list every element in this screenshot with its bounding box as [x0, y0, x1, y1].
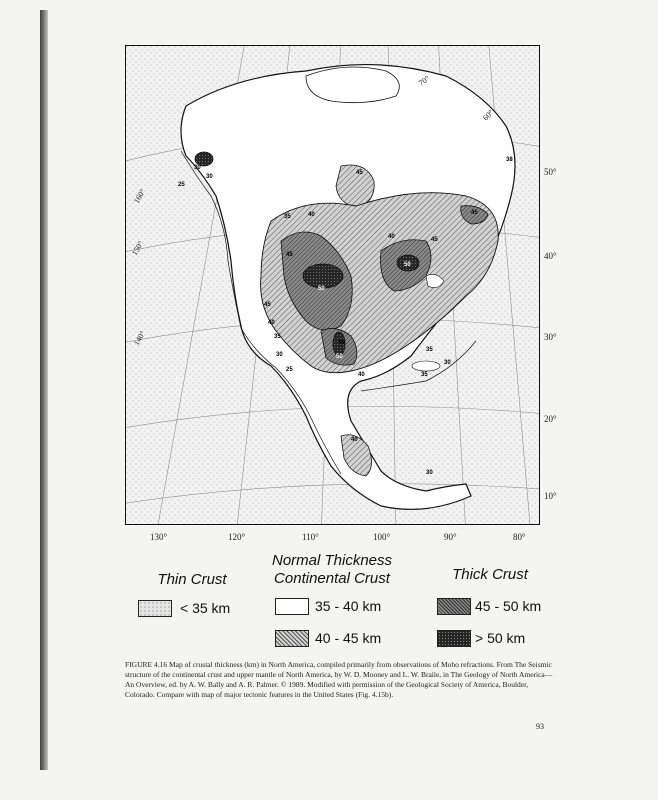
contour-label: 35	[274, 334, 281, 340]
page-number: 93	[536, 722, 544, 731]
longitude-label: 110°	[302, 532, 319, 542]
legend-title-normal-2: Continental Crust	[274, 570, 390, 587]
contour-label: 40	[268, 320, 275, 326]
contour-label: 40	[388, 234, 395, 240]
degree-label-160: 160°	[131, 187, 148, 205]
latitude-label: 50°	[544, 167, 557, 177]
latitude-label: 10°	[544, 491, 557, 501]
longitude-label: 100°	[373, 532, 391, 542]
longitude-label: 90°	[444, 532, 457, 542]
longitude-label: 80°	[513, 532, 526, 542]
page-binding-edge	[40, 10, 48, 770]
legend-title-thick: Thick Crust	[452, 566, 528, 583]
swatch-35-40	[275, 598, 309, 615]
legend-title-thin: Thin Crust	[157, 571, 227, 588]
contour-label: 35	[284, 214, 291, 220]
figure-caption: FIGURE 4.16 Map of crustal thickness (km) in North America, compiled primarily from observations of Moho refractions. From The Seismic structure of the continental crust and upper mantle of North America, by W. D. Mooney and L. W. Braile, in The Geology of North America—An Overview, ed. by A. W. Bally and A. R. Palmer. © 1989. Modified with permission of the Geological Society of America, Boulder, Colorado. Compare with map of major tectonic features in the United States (Fig. 4.15b).	[125, 660, 553, 699]
label-over-50: > 50 km	[475, 630, 526, 646]
latitude-label: 30°	[544, 332, 557, 342]
contour-label: 30	[194, 165, 201, 171]
contour-label: 30	[206, 174, 213, 180]
contour-label: 40	[351, 437, 358, 443]
degree-label-140: 140°	[131, 329, 148, 347]
contour-label: 25	[286, 367, 293, 373]
contour-label: 50	[318, 286, 325, 292]
contour-label: 30	[276, 352, 283, 358]
contour-label: 35	[421, 372, 428, 378]
contour-label: 38	[506, 157, 513, 163]
contour-label: 45	[356, 170, 363, 176]
contour-label: 45	[431, 237, 438, 243]
contour-label: 35	[426, 347, 433, 353]
label-45-50: 45 - 50 km	[475, 598, 542, 614]
contour-label: 45	[286, 252, 293, 258]
zone-over-50-main	[303, 264, 343, 288]
map-svg	[126, 46, 539, 524]
swatch-under-35	[138, 600, 172, 617]
crustal-thickness-map	[125, 45, 540, 525]
contour-label: 50	[336, 354, 343, 360]
latitude-label: 40°	[544, 251, 557, 261]
contour-label: 45	[471, 210, 478, 216]
contour-label: 40	[358, 372, 365, 378]
swatch-40-45	[275, 630, 309, 647]
gulf-feature	[412, 361, 440, 371]
legend-title-normal-1: Normal Thickness	[271, 552, 393, 569]
label-under-35: < 35 km	[180, 600, 231, 616]
contour-label: 30	[426, 470, 433, 476]
label-40-45: 40 - 45 km	[315, 630, 382, 646]
longitude-label: 130°	[150, 532, 168, 542]
latitude-label: 20°	[544, 414, 557, 424]
degree-label-60: 60°	[481, 108, 496, 123]
zone-over-50-alaska	[195, 152, 213, 166]
contour-label: 45	[338, 340, 345, 346]
swatch-over-50	[437, 630, 471, 647]
contour-label: 25	[178, 182, 185, 188]
contour-label: 30	[444, 360, 451, 366]
contour-label: 40	[308, 212, 315, 218]
degree-label-70: 70°	[416, 73, 432, 88]
longitude-label: 120°	[228, 532, 246, 542]
contour-label: 50	[404, 262, 411, 268]
contour-label: 45	[264, 302, 271, 308]
arctic-islands	[306, 67, 399, 103]
label-35-40: 35 - 40 km	[315, 598, 382, 614]
swatch-45-50	[437, 598, 471, 615]
degree-label-150: 150°	[129, 239, 146, 257]
